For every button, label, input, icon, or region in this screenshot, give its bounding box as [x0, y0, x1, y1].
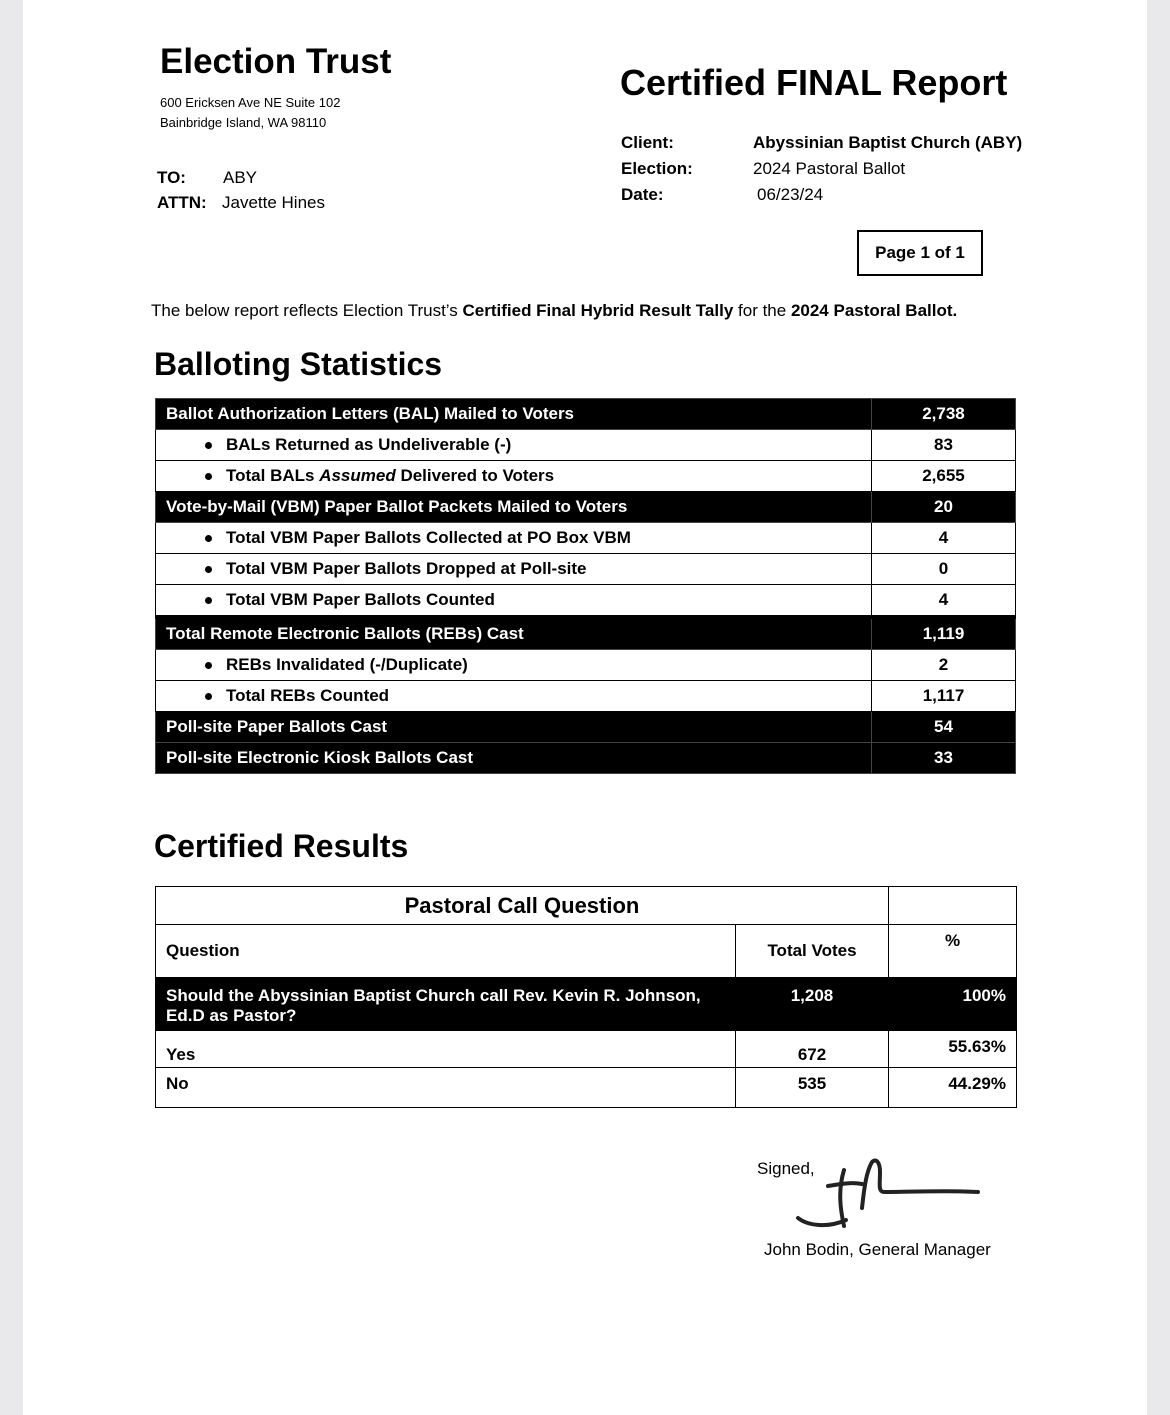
attn-label: ATTN: — [157, 193, 207, 212]
stats-label: Total BALs Assumed Delivered to Voters — [156, 461, 872, 492]
stats-label: Poll-site Paper Ballots Cast — [156, 712, 872, 743]
stats-section-row — [156, 399, 1016, 430]
stats-section-row — [156, 617, 1016, 650]
org-name: Election Trust — [160, 42, 392, 81]
stats-value: 2 — [872, 650, 1016, 681]
stats-label: Total VBM Paper Ballots Dropped at Poll-site — [156, 554, 872, 585]
stats-value: 83 — [872, 430, 1016, 461]
stats-detail-row — [156, 554, 1016, 585]
question-pct: 100% — [889, 978, 1017, 1031]
stats-label: Total VBM Paper Ballots Counted — [156, 585, 872, 618]
results-table-title: Pastoral Call Question — [156, 887, 889, 925]
stats-value: 33 — [872, 743, 1016, 774]
stats-label: REBs Invalidated (-/Duplicate) — [156, 650, 872, 681]
stats-detail-row — [156, 461, 1016, 492]
stats-value: 20 — [872, 492, 1016, 523]
client-label: Client: — [621, 133, 674, 152]
stats-detail-row — [156, 681, 1016, 712]
col-total-header: Total Votes — [736, 925, 889, 978]
date-label: Date: — [621, 185, 664, 204]
stats-value: 4 — [872, 523, 1016, 554]
stats-detail-row — [156, 585, 1016, 618]
stats-value: 1,117 — [872, 681, 1016, 712]
answer-votes: 672 — [736, 1031, 889, 1068]
signer-name: John Bodin, General Manager — [764, 1240, 991, 1259]
report-page — [23, 0, 1147, 1415]
to-label: TO: — [157, 168, 186, 187]
stats-value: 4 — [872, 585, 1016, 618]
signed-label: Signed, — [757, 1159, 815, 1178]
stats-detail-row — [156, 430, 1016, 461]
question-total: 1,208 — [736, 978, 889, 1031]
answer-label: No — [156, 1068, 736, 1108]
stats-heading: Balloting Statistics — [154, 346, 443, 382]
stats-detail-row — [156, 523, 1016, 554]
answer-label: Yes — [156, 1031, 736, 1068]
attn-value: Javette Hines — [222, 193, 325, 212]
stats-section-row — [156, 712, 1016, 743]
election-value: 2024 Pastoral Ballot — [753, 159, 906, 178]
question-row — [156, 978, 1017, 1031]
stats-label: Total Remote Electronic Ballots (REBs) Cast — [156, 617, 872, 650]
answer-row — [156, 1068, 1017, 1108]
date-value: 06/23/24 — [757, 185, 824, 204]
org-address-line1: 600 Ericksen Ave NE Suite 102 — [160, 95, 341, 110]
election-label: Election: — [621, 159, 693, 178]
stats-detail-row — [156, 650, 1016, 681]
stats-label: Total REBs Counted — [156, 681, 872, 712]
signature-mark — [788, 1150, 988, 1235]
answer-pct: 44.29% — [889, 1068, 1017, 1108]
question-text: Should the Abyssinian Baptist Church call Rev. Kevin R. Johnson, Ed.D as Pastor? — [156, 978, 736, 1031]
org-address-line2: Bainbridge Island, WA 98110 — [160, 115, 327, 130]
stats-value: 2,738 — [872, 399, 1016, 430]
page-indicator: Page 1 of 1 — [857, 230, 983, 276]
stats-value: 54 — [872, 712, 1016, 743]
answer-pct: 55.63% — [889, 1031, 1017, 1068]
answer-votes: 535 — [736, 1068, 889, 1108]
intro-text: The below report reflects Election Trust’s Certified Final Hybrid Result Tally for the 2024 Pastoral Ballot. — [151, 301, 958, 320]
stats-section-row — [156, 492, 1016, 523]
results-table — [155, 886, 1017, 1108]
client-value: Abyssinian Baptist Church (ABY) — [753, 133, 1023, 152]
col-pct-header: % — [889, 925, 1017, 978]
stats-table — [155, 398, 1016, 774]
to-value: ABY — [223, 168, 258, 187]
stats-section-row — [156, 743, 1016, 774]
stats-value: 2,655 — [872, 461, 1016, 492]
stats-label: Ballot Authorization Letters (BAL) Mailed to Voters — [156, 399, 872, 430]
stats-label: Vote-by-Mail (VBM) Paper Ballot Packets Mailed to Voters — [156, 492, 872, 523]
stats-label: Poll-site Electronic Kiosk Ballots Cast — [156, 743, 872, 774]
stats-label: BALs Returned as Undeliverable (-) — [156, 430, 872, 461]
stats-value: 1,119 — [872, 617, 1016, 650]
report-title: Certified FINAL Report — [620, 62, 1008, 103]
stats-value: 0 — [872, 554, 1016, 585]
results-heading: Certified Results — [154, 828, 409, 864]
stats-label: Total VBM Paper Ballots Collected at PO Box VBM — [156, 523, 872, 554]
answer-row — [156, 1031, 1017, 1068]
col-question-header: Question — [156, 925, 736, 978]
